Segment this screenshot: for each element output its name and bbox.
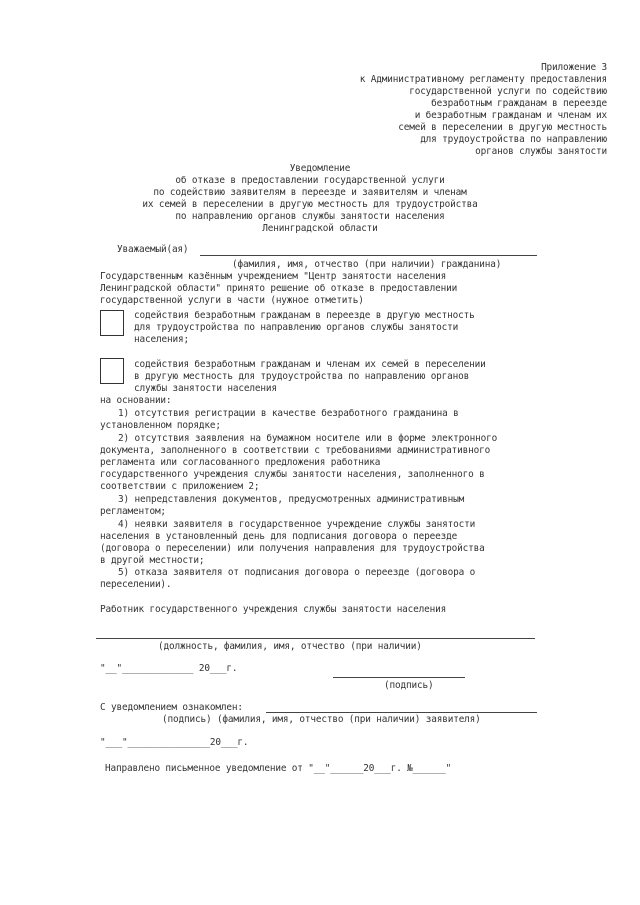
reason-line: 5) отказа заявителя от подписания договора о переезде (договора о (118, 567, 476, 578)
reason-line: регламентом; (100, 506, 166, 517)
header-line: государственной услуги по содействию (409, 86, 607, 97)
header-line: органов службы занятости (475, 146, 607, 157)
title-line: их семей в переселении в другую местность для трудоустройства (142, 199, 478, 210)
employee-name-caption: (должность, фамилия, имя, отчество (при наличии) (158, 641, 422, 652)
header-line: и безработным гражданам и членам их (414, 110, 607, 121)
option2-checkbox[interactable] (100, 358, 124, 384)
intro-line: государственной услуги в части (нужное отметить) (100, 295, 364, 306)
acquainted-caption: (подпись) (фамилия, имя, отчество (при наличии) заявителя) (162, 714, 481, 725)
appendix-number: Приложение 3 (541, 62, 607, 73)
signature-field[interactable] (333, 677, 465, 678)
acknowledgement-date-field[interactable]: "___"_______________20___г. (100, 737, 249, 748)
signature-caption: (подпись) (384, 680, 434, 691)
reason-line: 3) непредставления документов, предусмотренных административным (118, 494, 465, 505)
header-line: для трудоустройства по направлению (420, 134, 607, 145)
header-line: к Административному регламенту предоставления (359, 74, 607, 85)
title-line: Ленинградской области (262, 223, 378, 234)
greeting-label: Уважаемый(ая) (117, 244, 189, 255)
title-line: по направлению органов службы занятости населения (175, 211, 445, 222)
reason-line: в другой местности; (100, 555, 205, 566)
reason-line: 2) отсутствия заявления на бумажном носителе или в форме электронного (118, 433, 498, 444)
date-field[interactable]: "__"_____________ 20___г. (100, 663, 238, 674)
notification-sent-line: Направлено письменное уведомление от "__"______20___г. №______" (105, 763, 452, 774)
option1-text: для трудоустройства по направлению органов службы занятости (134, 322, 459, 333)
acquainted-name-field[interactable] (266, 712, 537, 713)
option2-text: службы занятости населения (134, 383, 277, 394)
header-line: семей в переселении в другую местность (398, 122, 607, 133)
option2-text: содействия безработным гражданам и членам их семей в переселении (134, 359, 486, 370)
reason-line: 1) отсутствия регистрации в качестве безработного гражданина в (118, 408, 459, 419)
employee-label: Работник государственного учреждения службы занятости населения (100, 604, 447, 615)
employee-name-field[interactable] (96, 638, 535, 639)
reason-line: соответствии с приложением 2; (100, 481, 260, 492)
reason-line: (договора о переселении) или получения направления для трудоустройства (100, 543, 485, 554)
acquainted-label: С уведомлением ознакомлен: (100, 702, 243, 713)
reason-line: населения в установленный день для подписания договора о переезде (100, 531, 458, 542)
basis-label: на основании: (100, 395, 172, 406)
title-line: по содействию заявителям в переезде и заявителям и членам (153, 187, 467, 198)
reason-line: государственного учреждения службы занятости населения, заполненного в (100, 469, 485, 480)
option1-checkbox[interactable] (100, 310, 124, 336)
reason-line: переселении). (100, 579, 172, 590)
reason-line: установленном порядке; (100, 420, 221, 431)
recipient-name-field[interactable] (200, 255, 537, 256)
title-line: об отказе в предоставлении государственной услуги (175, 175, 445, 186)
option2-text: в другую местность для трудоустройства по направлению органов (134, 371, 470, 382)
header-line: безработным гражданам в переезде (431, 98, 607, 109)
reason-line: 4) неявки заявителя в государственное учреждение службы занятости (118, 519, 476, 530)
recipient-name-caption: (фамилия, имя, отчество (при наличии) гражданина) (232, 259, 502, 270)
title-line: Уведомление (289, 163, 351, 174)
reason-line: регламента или согласованного предложения работника (100, 457, 381, 468)
option1-text: населения; (134, 334, 189, 345)
option1-text: содействия безработным гражданам в переезде в другую местность (134, 310, 475, 321)
reason-line: документа, заполненного в соответствии с требованиями административного (100, 445, 491, 456)
intro-line: Государственным казённым учреждением "Центр занятости населения (100, 271, 447, 282)
intro-line: Ленинградской области" принято решение об отказе в предоставлении (100, 283, 458, 294)
